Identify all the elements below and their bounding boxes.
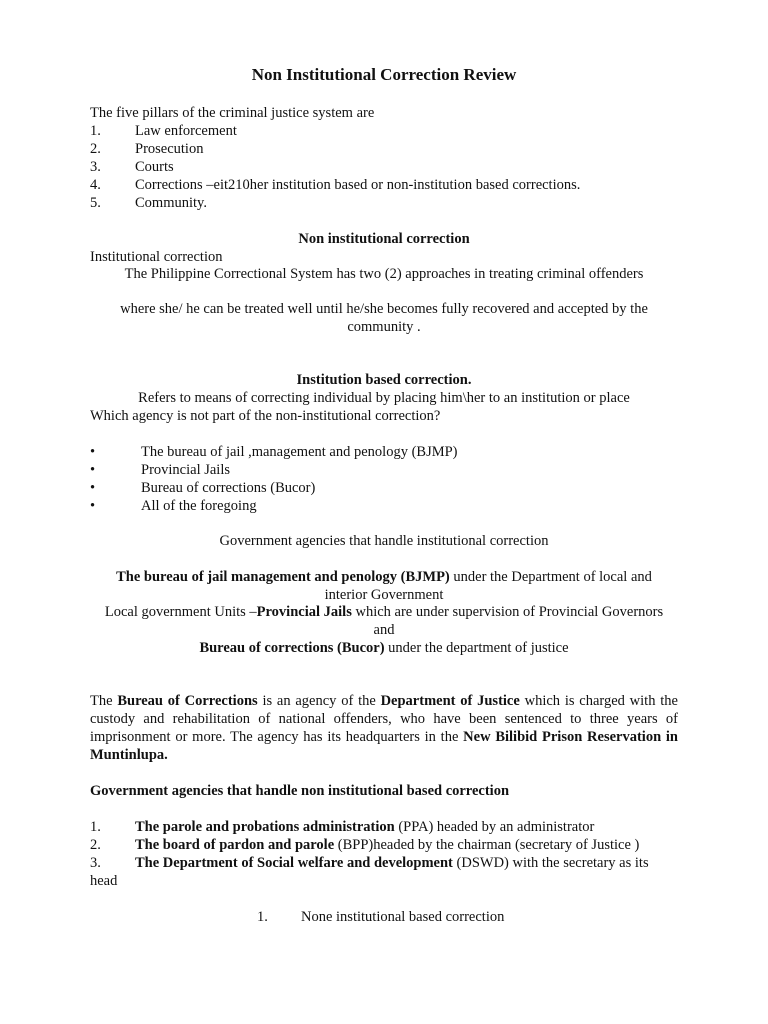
list-item: Courts (135, 159, 174, 175)
list-item: Bureau of corrections (Bucor) (141, 480, 316, 496)
list-number: 3. (90, 159, 101, 175)
list-number: 4. (90, 177, 101, 193)
agency-name: The parole and probations administration (135, 819, 395, 835)
bucor-rest: under the department of justice (384, 640, 569, 656)
list-item: Law enforcement (135, 123, 237, 139)
list-item: The bureau of jail ,management and penology (BJMP) (141, 444, 458, 460)
para-text: is an agency of the (257, 693, 381, 709)
lgu-text (80, 603, 688, 621)
list-number: 2. (90, 141, 101, 157)
page-title: Non Institutional Correction Review (251, 65, 517, 84)
bullet-mark: • (90, 498, 96, 514)
bullet-mark: • (90, 444, 96, 460)
agency-name: The Department of Social welfare and development (135, 855, 453, 871)
intro-text: The five pillars of the criminal justice system are (90, 105, 375, 121)
list-item: All of the foregoing (141, 498, 257, 514)
list-item (135, 818, 594, 836)
bjmp-bold: The bureau of jail management and penology (BJMP) (116, 569, 450, 585)
question-text: Which agency is not part of the non-institutional correction? (90, 408, 441, 424)
bjmp-rest: under the Department of local and interior Government (324, 569, 652, 603)
agency-detail: (DSWD) with the secretary as its head (90, 855, 649, 889)
bullet-mark: • (90, 480, 96, 496)
list-number: 1. (90, 123, 101, 139)
refers-text: Refers to means of correcting individual by placing him\her to an institution or place (138, 390, 630, 406)
gov-non-institutional-heading: Government agencies that handle non institutional based correction (90, 783, 510, 799)
list-number: 2. (90, 837, 101, 853)
bullet-mark: • (90, 462, 96, 478)
para-bold: New Bilibid Prison Reservation in Muntinlupa. (90, 729, 679, 763)
list-number: 5. (90, 195, 101, 211)
list-item: Prosecution (135, 141, 204, 157)
treated-well-text: where she/ he can be treated well until he/she becomes fully recovered and accepted by the community . (120, 301, 648, 335)
lgu-bold: Provincial Jails (256, 604, 352, 620)
list-item: Community. (135, 195, 207, 211)
bucor-bold: Bureau of corrections (Bucor) (199, 640, 385, 656)
lgu-prefix: Local government Units – (104, 604, 257, 620)
list-number: 1. (257, 909, 268, 925)
list-item: Provincial Jails (141, 462, 231, 478)
agency-name: The board of pardon and parole (135, 837, 335, 853)
approaches-text: The Philippine Correctional System has two (2) approaches in treating criminal offenders (124, 266, 644, 282)
list-number: 3. (90, 855, 101, 871)
list-number: 1. (90, 819, 101, 835)
bureau-paragraph (90, 692, 678, 764)
list-item: Corrections –eit210her institution based or non-institution based corrections. (135, 177, 581, 193)
bucor-text (90, 639, 678, 657)
agency-detail: (BPP)headed by the chairman (secretary of Justice ) (334, 837, 640, 853)
bjmp-text (100, 568, 668, 604)
and-text: and (373, 622, 395, 638)
list-item: None institutional based correction (301, 909, 505, 925)
gov-institutional-heading: Government agencies that handle institutional correction (219, 533, 549, 549)
para-bold: Bureau of Corrections (117, 693, 258, 709)
agency-detail: (PPA) headed by an administrator (394, 819, 595, 835)
section-heading-institution-based: Institution based correction. (296, 372, 472, 388)
para-text: The (90, 693, 118, 709)
para-text: which is charged with the custody and rehabilitation of national offenders, who have been sentenced to three years of imprisonment or more. The agency has its headquarters in the (90, 693, 678, 745)
list-item (90, 854, 670, 890)
lgu-rest: which are under supervision of Provincial Governors (351, 604, 664, 620)
para-bold: Department of Justice (380, 693, 520, 709)
institutional-correction-label: Institutional correction (90, 249, 223, 265)
section-heading-non-institutional: Non institutional correction (298, 231, 470, 247)
list-item (135, 836, 639, 854)
